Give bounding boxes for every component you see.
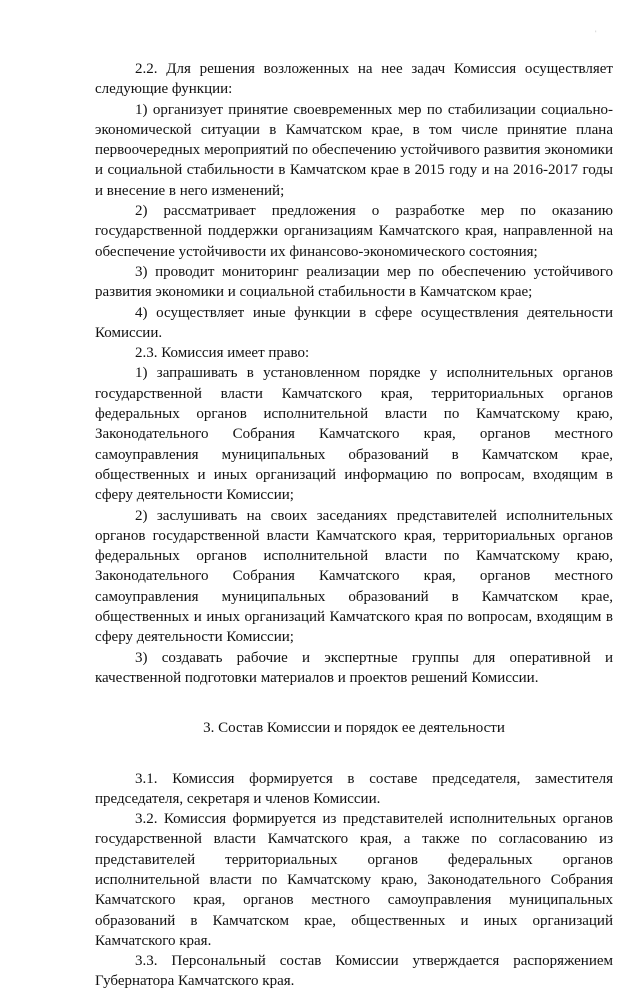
scan-artifact-mark: ' [595,30,597,37]
paragraph-3-3: 3.3. Персональный состав Комиссии утверждается распоряжением Губернатора Камчатского края. [95,953,613,990]
paragraph-2-2-1: 1) организует принятие своевременных мер по стабилизации социально-экономической ситуации в Камчатском крае, в том числе принятие плана первоочередных мероприятий по обеспечению устойчивого развития экономики и социальной стабильности в Камчатском крае в 2015 году и на 2016-2017 годы и внесение в него изменений; [95,101,613,199]
paragraph-2-2-4: 4) осуществляет иные функции в сфере осуществления деятельности Комиссии. [95,304,613,341]
paragraph-2-2-3: 3) проводит мониторинг реализации мер по обеспечению устойчивого развития экономики и социальной стабильности в Камчатском крае; [95,263,613,301]
paragraph-2-2: 2.2. Для решения возложенных на нее задач Комиссия осуществляет следующие функции: [95,61,613,98]
paragraph-3-1: 3.1. Комиссия формируется в составе председателя, заместителя председателя, секретаря и членов Комиссии. [95,770,613,807]
paragraph-2-3-1: 1) запрашивать в установленном порядке у исполнительных органов государственной власти Камчатского края, территориальных органов федеральных органов исполнительной власти по Камчатскому краю, Законодательного Собрания Камчатского края, органов местного самоуправления муниципальных образований в Камчатском крае, общественных и иных организаций информацию по вопросам, входящим в сферу деятельности Комиссии; [95,365,613,504]
document-page [95,59,613,992]
paragraph-3-2: 3.2. Комиссия формируется из представителей исполнительных органов государственной власти Камчатского края, а также по согласованию из представителей территориальных органов федеральных органов исполнительной власти по Камчатскому краю, Законодательного Собрания Камчатского края, органов местного самоуправления муниципальных образований в Камчатском крае, общественных и иных организаций Камчатского края. [95,811,613,949]
paragraph-2-3: 2.3. Комиссия имеет право: [135,345,310,362]
section-3-heading: 3. Состав Комиссии и порядок ее деятельности [203,720,505,737]
paragraph-2-3-2: 2) заслушивать на своих заседаниях представителей исполнительных органов государственной власти Камчатского края, территориальных органов федеральных органов исполнительной власти по Камчатскому краю, Законодательного Собрания Камчатского края, органов местного самоуправления муниципальных образований в Камчатском крае, общественных и иных организаций Камчатского края по вопросам, входящим в сферу деятельности Комиссии; [95,507,613,646]
paragraph-2-3-3: 3) создавать рабочие и экспертные группы для оперативной и качественной подготовки материалов и проектов решений Комиссии. [95,649,613,686]
paragraph-2-2-2: 2) рассматривает предложения о разработке мер по оказанию государственной поддержки организациям Камчатского края, направленной на обеспечение устойчивости их финансово-экономического состояния; [95,203,613,260]
